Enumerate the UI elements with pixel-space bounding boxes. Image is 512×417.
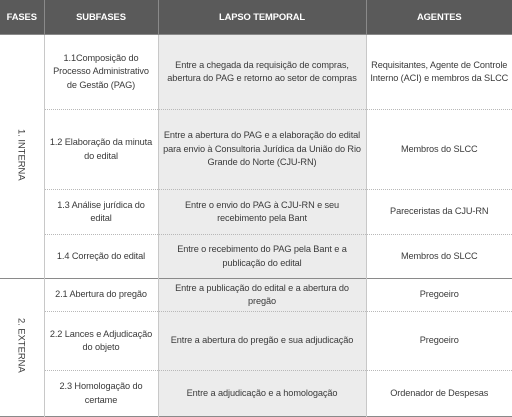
- subfase-cell: 2.1 Abertura do pregão: [44, 279, 158, 312]
- header-fases: FASES: [0, 0, 44, 35]
- phase-cell-externa: [0, 279, 44, 417]
- phase-cell-interna: [0, 35, 44, 279]
- agentes-cell: Pregoeiro: [366, 312, 512, 371]
- header-subfases: SUBFASES: [44, 0, 158, 35]
- header-agentes: AGENTES: [366, 0, 512, 35]
- table-row: [0, 312, 512, 371]
- table-row: [0, 371, 512, 417]
- table-row: [0, 235, 512, 279]
- phase-label: 1. INTERNA: [16, 128, 28, 181]
- lapso-cell: Entre a abertura do PAG e a elaboração do edital para envio à Consultoria Jurídica da União do Rio Grande do Norte (CJU-RN): [158, 110, 366, 190]
- subfase-cell: 1.4 Correção do edital: [44, 235, 158, 279]
- subfase-cell: 2.3 Homologação do certame: [44, 371, 158, 417]
- table-row: [0, 279, 512, 312]
- lapso-cell: Entre a publicação do edital e a abertura do pregão: [158, 279, 366, 312]
- lapso-cell: Entre a adjudicação e a homologação: [158, 371, 366, 417]
- agentes-cell: Pregoeiro: [366, 279, 512, 312]
- subfase-cell: 1.2 Elaboração da minuta do edital: [44, 110, 158, 190]
- phase-label: 2. EXTERNA: [16, 317, 28, 373]
- lapso-cell: Entre a abertura do pregão e sua adjudicação: [158, 312, 366, 371]
- subfase-cell: 2.2 Lances e Adjudicação do objeto: [44, 312, 158, 371]
- table-row: [0, 35, 512, 110]
- lapso-cell: Entre o recebimento do PAG pela Bant e a publicação do edital: [158, 235, 366, 279]
- lapso-cell: Entre a chegada da requisição de compras, abertura do PAG e retorno ao setor de compras: [158, 35, 366, 110]
- agentes-cell: Requisitantes, Agente de Controle Interno (ACI) e membros da SLCC: [366, 35, 512, 110]
- subfase-cell: 1.1Composição do Processo Administrativo de Gestão (PAG): [44, 35, 158, 110]
- header-lapso-temporal: LAPSO TEMPORAL: [158, 0, 366, 35]
- table-row: [0, 190, 512, 235]
- subfase-cell: 1.3 Análise jurídica do edital: [44, 190, 158, 235]
- agentes-cell: Pareceristas da CJU-RN: [366, 190, 512, 235]
- table-row: [0, 110, 512, 190]
- agentes-cell: Ordenador de Despesas: [366, 371, 512, 417]
- lapso-cell: Entre o envio do PAG à CJU-RN e seu recebimento pela Bant: [158, 190, 366, 235]
- agentes-cell: Membros do SLCC: [366, 110, 512, 190]
- header-row: [0, 0, 512, 35]
- agentes-cell: Membros do SLCC: [366, 235, 512, 279]
